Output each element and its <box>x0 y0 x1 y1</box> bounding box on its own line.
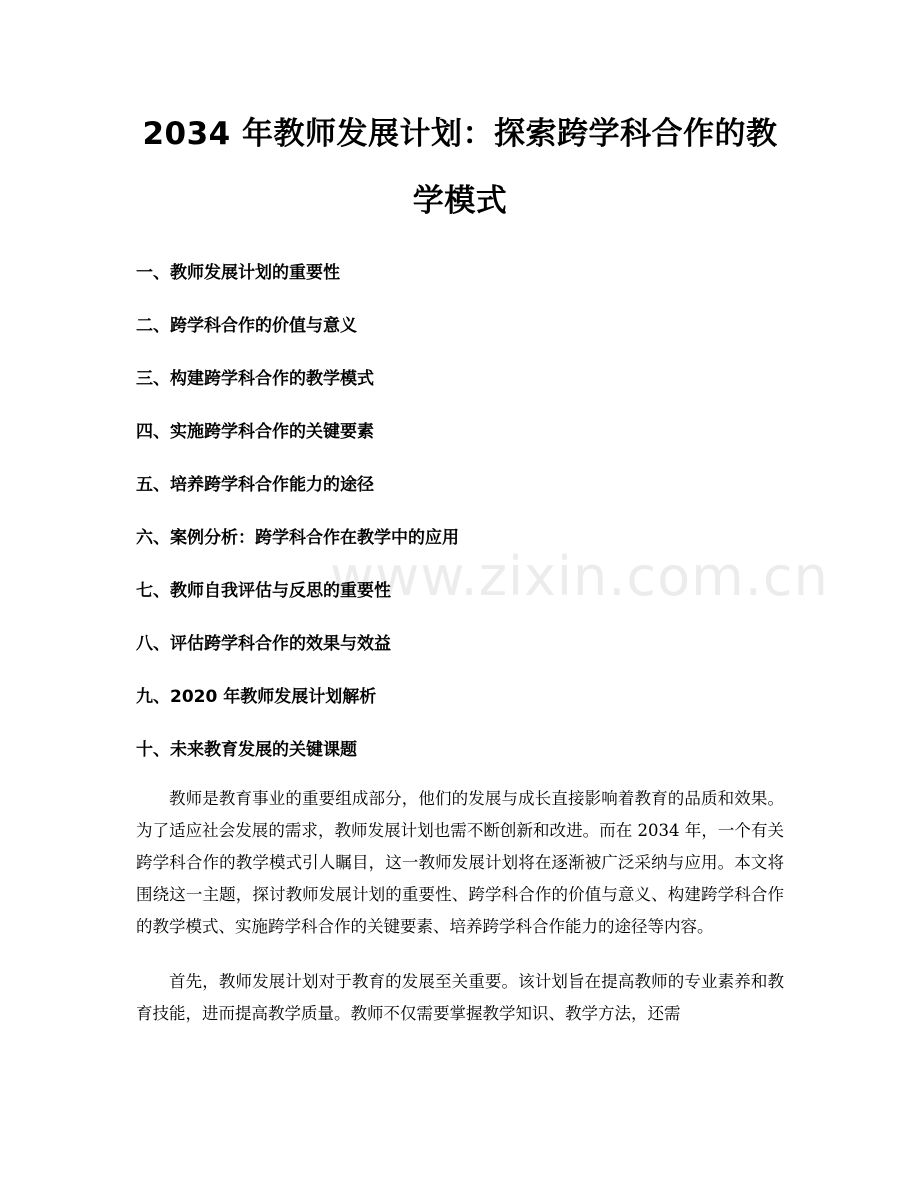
paragraph-first: 首先，教师发展计划对于教育的发展至关重要。该计划旨在提高教师的专业素养和教育技能，进而提高教学质量。教师不仅需要掌握教学知识、教学方法，还需 <box>136 972 784 1023</box>
toc-item-3: 三、构建跨学科合作的教学模式 <box>136 369 374 389</box>
toc-item-6: 六、案例分析：跨学科合作在教学中的应用 <box>136 528 459 548</box>
table-of-contents <box>136 263 784 793</box>
watermark-text: www.zixin.com.cn <box>330 545 829 608</box>
toc-item-4: 四、实施跨学科合作的关键要素 <box>136 422 374 442</box>
paragraph-intro: 教师是教育事业的重要组成部分，他们的发展与成长直接影响着教育的品质和效果。为了适应社会发展的需求，教师发展计划也需不断创新和改进。而在 2034 年，一个有关跨学科合作的教学模式引人瞩目，这一教师发展计划将在逐渐被广泛采纳与应用。本文将围绕这一主题，探讨教师发展计划的重要性、跨学科合作的价值与意义、构建跨学科合作的教学模式、实施跨学科合作的关键要素、培养跨学科合作能力的途径等内容。 <box>136 789 784 936</box>
toc-item-2: 二、跨学科合作的价值与意义 <box>136 316 357 336</box>
document-title: 2034 年教师发展计划：探索跨学科合作的教学模式 <box>142 116 778 219</box>
toc-item-1: 一、教师发展计划的重要性 <box>136 263 340 283</box>
toc-item-7: 七、教师自我评估与反思的重要性 <box>136 581 391 601</box>
body-paragraphs <box>136 783 784 1030</box>
toc-item-5: 五、培养跨学科合作能力的途径 <box>136 475 374 495</box>
toc-item-8: 八、评估跨学科合作的效果与效益 <box>136 634 391 654</box>
toc-item-10: 十、未来教育发展的关键课题 <box>136 740 357 760</box>
toc-item-9: 九、2020 年教师发展计划解析 <box>136 687 377 707</box>
